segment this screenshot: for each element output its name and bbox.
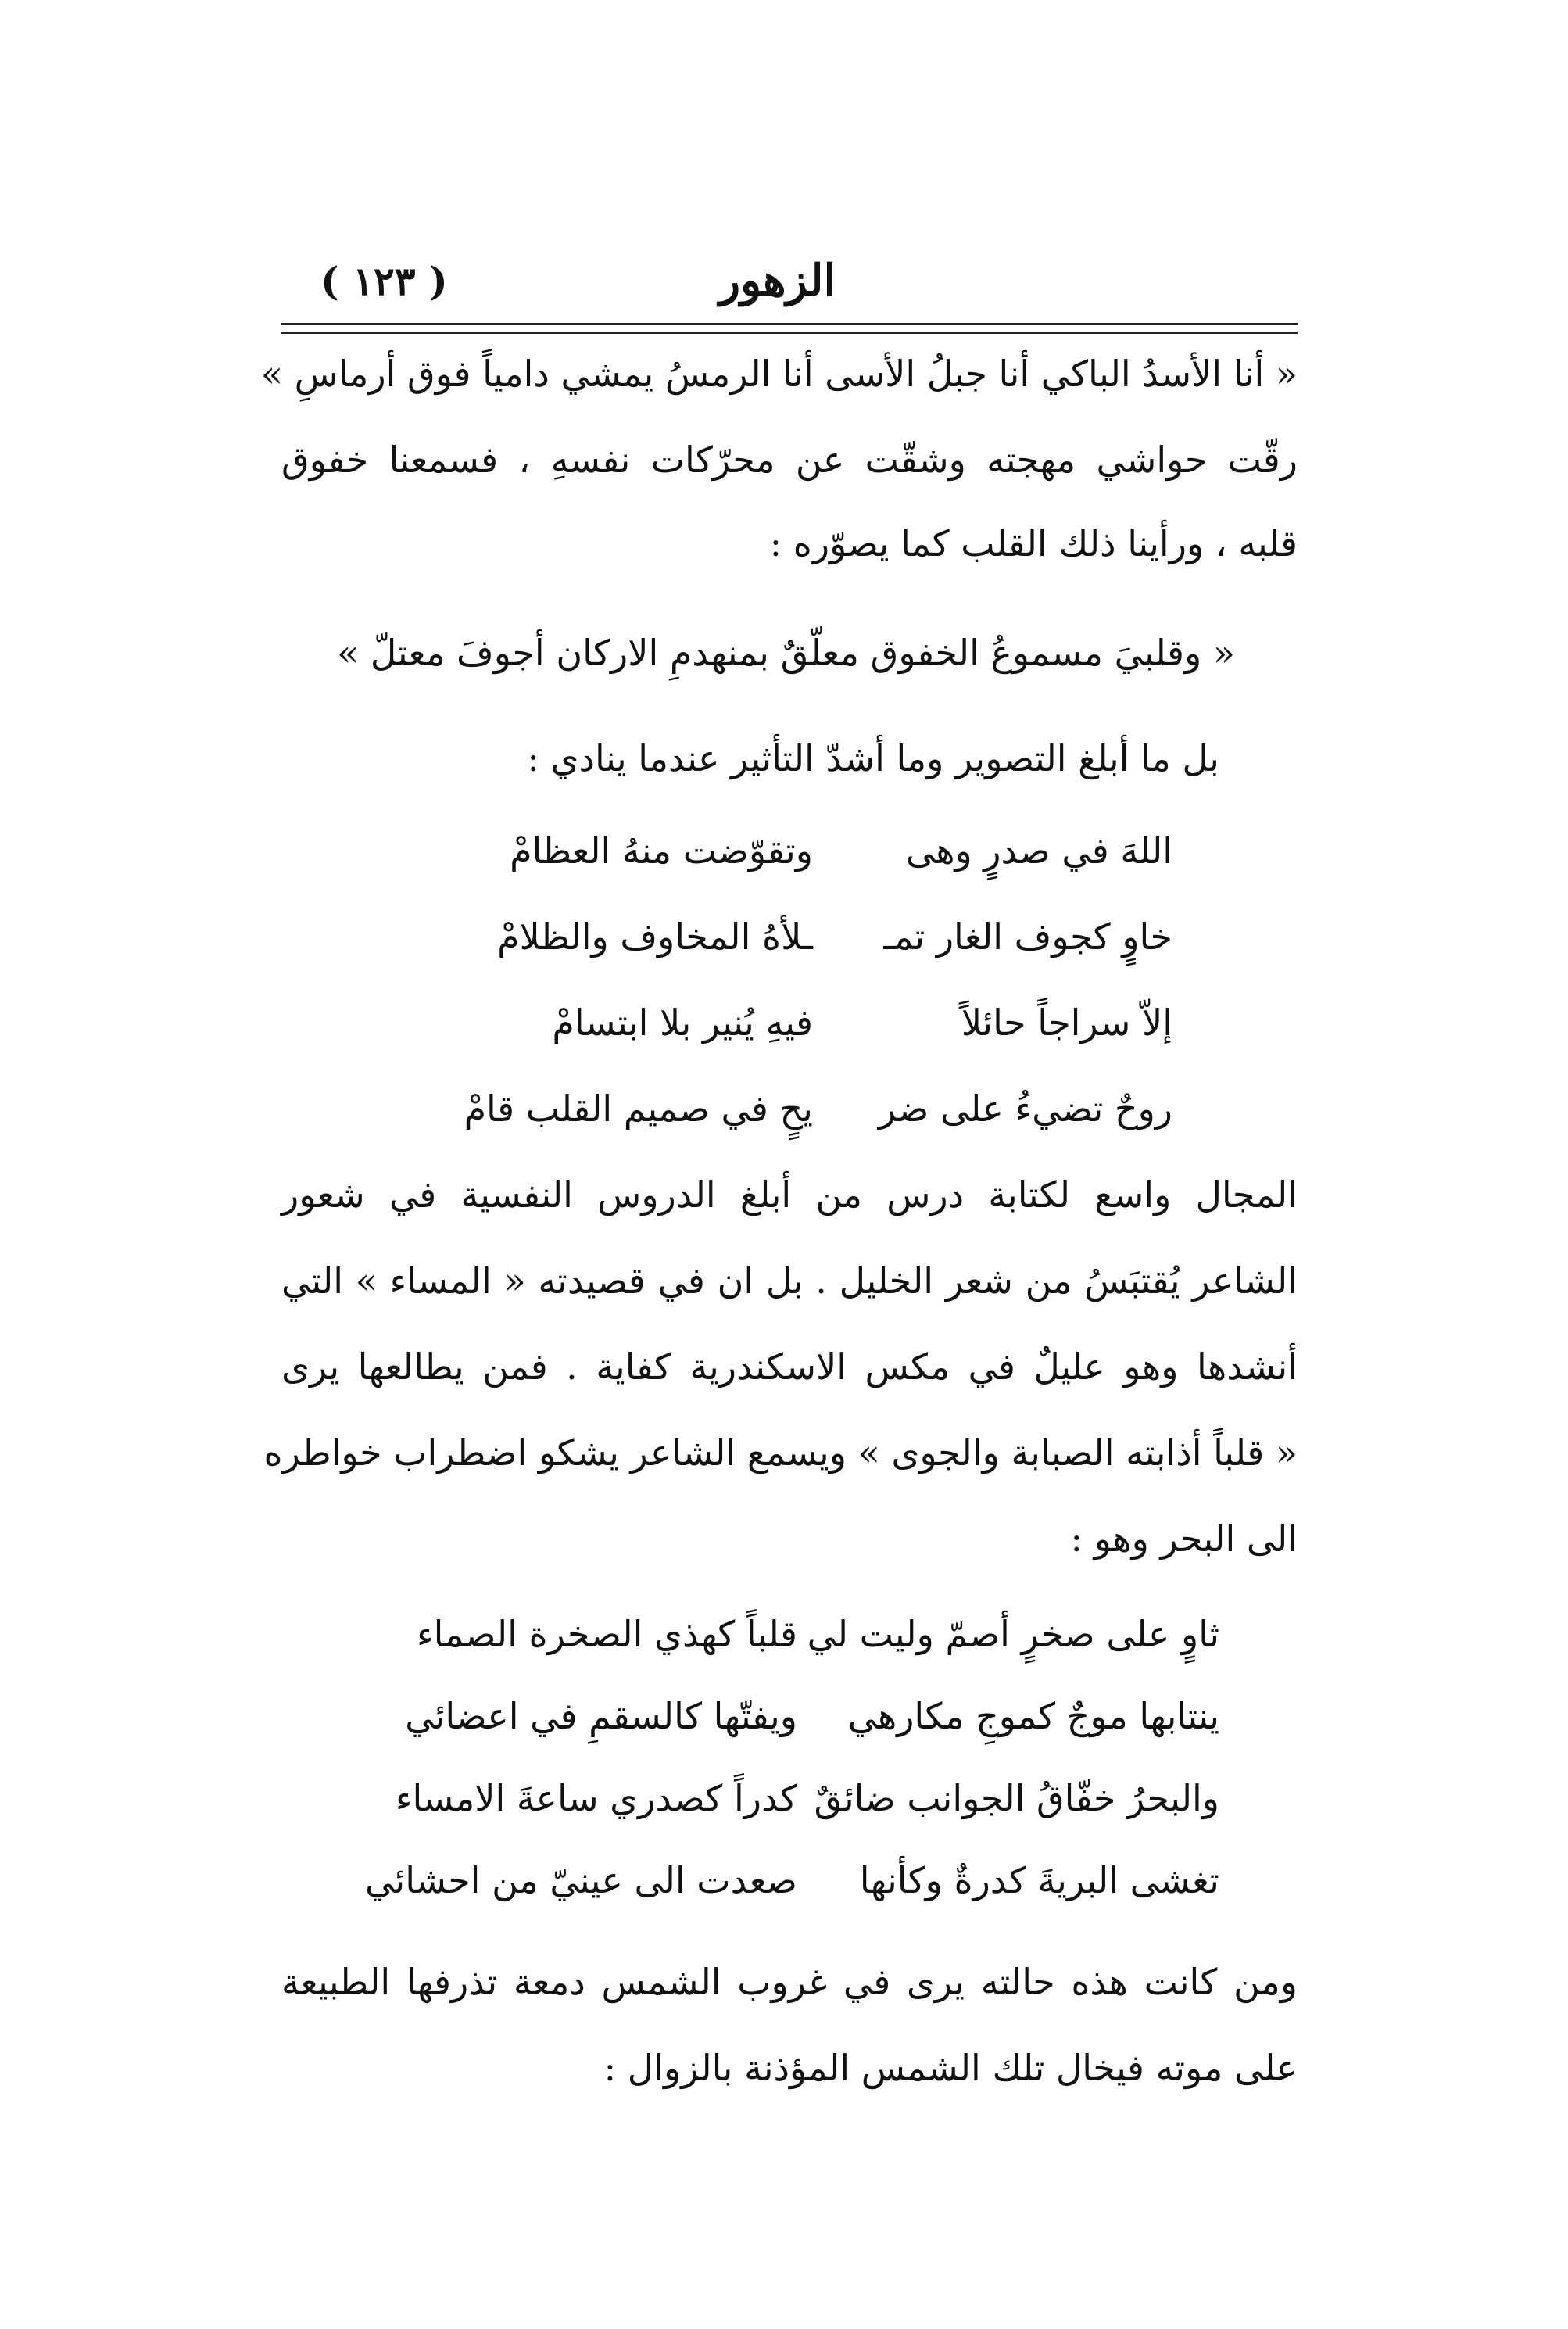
verse-first-hemistich: اللهَ في صدرٍ وهى bbox=[905, 829, 1172, 872]
verse-second-hemistich: كدراً كصدري ساعةَ الامساء bbox=[395, 1777, 797, 1819]
verse-second-hemistich: ويفتّها كالسقمِ في اعضائي bbox=[405, 1695, 797, 1737]
verse-second-hemistich: ـلأهُ المخاوف والظلامْ bbox=[497, 915, 813, 958]
quote-line: « وقلبيَ مسموعُ الخفوق معلّقٌ بمنهدمِ الاركان أجوفَ معتلّ » bbox=[337, 632, 1235, 674]
paragraph-line: قلبه ، ورأينا ذلك القلب كما يصوّره : bbox=[769, 522, 1298, 564]
paragraph-line: الشاعر يُقتبَسُ من شعر الخليل . بل ان في قصيدته « المساء » التي bbox=[281, 1259, 1298, 1302]
header-rule-thin bbox=[281, 332, 1298, 334]
paragraph-line: « قلباً أذابته الصبابة والجوى » ويسمع الشاعر يشكو اضطراب خواطره bbox=[263, 1431, 1298, 1474]
verse-first-hemistich: خاوٍ كجوف الغار تمـ bbox=[883, 915, 1172, 958]
quote-line: « أنا الأسدُ الباكي أنا جبلُ الأسى أنا الرمسُ يمشي دامياً فوق أرماسِ » bbox=[260, 353, 1298, 395]
paragraph-line: ومن كانت هذه حالته يرى في غروب الشمس دمعة تذرفها الطبيعة bbox=[281, 1961, 1298, 2003]
page-number: ( ١٢٣ ) bbox=[320, 258, 448, 304]
verse-first-hemistich: والبحرُ خفّاقُ الجوانب ضائقٌ bbox=[814, 1777, 1219, 1819]
paragraph-line: الى البحر وهو : bbox=[1070, 1517, 1298, 1560]
page-header bbox=[281, 250, 1298, 321]
paragraph-line: المجال واسع لكتابة درس من أبلغ الدروس النفسية في شعور bbox=[281, 1173, 1298, 1216]
paragraph-line: على موته فيخال تلك الشمس المؤذنة بالزوال : bbox=[603, 2047, 1298, 2089]
paragraph-line: أنشدها وهو عليلٌ في مكس الاسكندرية كفاية . فمن يطالعها يرى bbox=[281, 1345, 1298, 1388]
header-rule bbox=[281, 323, 1298, 325]
verse-first-hemistich: إلاّ سراجاً حائلاً bbox=[961, 1001, 1172, 1044]
verse-second-hemistich: صعدت الى عينيّ من احشائي bbox=[365, 1859, 797, 1901]
verse-second-hemistich: يحٍ في صميم القلب قامْ bbox=[464, 1087, 813, 1130]
running-title: الزهور bbox=[719, 255, 836, 306]
verse-first-hemistich: ثاوٍ على صخرٍ أصمّ وليت لي bbox=[807, 1613, 1219, 1655]
verse-second-hemistich: قلباً كهذي الصخرة الصماء bbox=[416, 1613, 797, 1655]
verse-first-hemistich: روحٌ تضيءُ على ضر bbox=[878, 1087, 1172, 1130]
paragraph-line: رقّت حواشي مهجته وشقّت عن محرّكات نفسهِ ، فسمعنا خفوق bbox=[281, 439, 1298, 481]
paragraph-line: بل ما أبلغ التصوير وما أشدّ التأثير عندما ينادي : bbox=[527, 737, 1219, 779]
verse-first-hemistich: تغشى البريةَ كدرةٌ وكأنها bbox=[859, 1859, 1219, 1901]
verse-first-hemistich: ينتابها موجٌ كموجِ مكارهي bbox=[847, 1695, 1219, 1737]
verse-second-hemistich: وتقوّضت منهُ العظامْ bbox=[510, 829, 813, 872]
verse-second-hemistich: فيهِ يُنير بلا ابتسامْ bbox=[552, 1001, 813, 1044]
